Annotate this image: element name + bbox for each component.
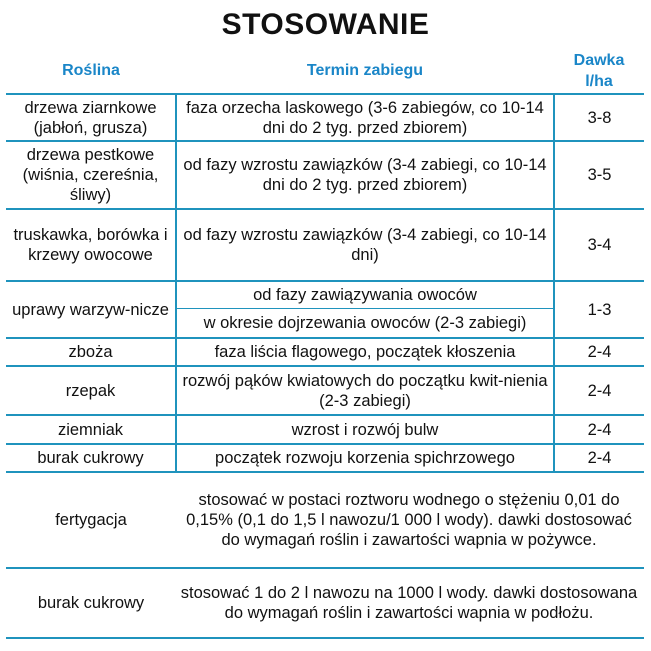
term-cell: faza orzecha laskowego (3-6 zabiegów, co 10-14 dni do 2 tyg. przed zbiorem) (176, 94, 554, 141)
term-cell: rozwój pąków kwiatowych do początku kwit-nienia (2-3 zabiegi) (176, 366, 554, 415)
header-dose-line1: Dawka (573, 51, 625, 69)
term-cell: od fazy wzrostu zawiązków (3-4 zabiegi, co 10-14 dni) (176, 209, 554, 281)
table-row (6, 209, 644, 281)
term-cell-first: od fazy zawiązywania owoców (176, 281, 554, 309)
header-term: Termin zabiegu (176, 48, 554, 94)
table-row (6, 444, 644, 472)
plant-cell: ziemniak (6, 415, 176, 444)
plant-cell: rzepak (6, 366, 176, 415)
table-row (6, 568, 644, 638)
dosage-table (6, 48, 644, 639)
plant-cell: zboża (6, 338, 176, 366)
header-plant: Roślina (6, 48, 176, 94)
term-cell-wide: stosować w postaci roztworu wodnego o stężeniu 0,01 do 0,15% (0,1 do 1,5 l nawozu/1 000 l wody). dawki dostosować do wymagań roślin i zawartości wapnia w pożywce. (176, 472, 644, 568)
header-dose (554, 48, 644, 94)
dose-cell: 2-4 (554, 366, 644, 415)
table-row (6, 338, 644, 366)
plant-cell: drzewa pestkowe (wiśnia, czereśnia, śliwy) (6, 141, 176, 209)
term-cell: początek rozwoju korzenia spichrzowego (176, 444, 554, 472)
plant-cell: drzewa ziarnkowe (jabłoń, grusza) (6, 94, 176, 141)
dose-cell: 2-4 (554, 338, 644, 366)
table-row (6, 281, 644, 309)
dose-cell: 3-4 (554, 209, 644, 281)
plant-cell: burak cukrowy (6, 444, 176, 472)
table-row (6, 94, 644, 141)
table-row (6, 472, 644, 568)
dose-cell: 3-5 (554, 141, 644, 209)
dose-cell: 3-8 (554, 94, 644, 141)
table-row (6, 141, 644, 209)
table-row (6, 366, 644, 415)
term-cell-wide: stosować 1 do 2 l nawozu na 1000 l wody. dawki dostosowana do wymagań roślin i zawartości wapnia w podłożu. (176, 568, 644, 638)
plant-cell: fertygacja (6, 472, 176, 568)
term-cell-second: w okresie dojrzewania owoców (2-3 zabiegi) (176, 309, 554, 338)
term-cell: faza liścia flagowego, początek kłoszenia (176, 338, 554, 366)
dose-cell: 1-3 (554, 281, 644, 338)
table-row (6, 415, 644, 444)
dose-cell: 2-4 (554, 444, 644, 472)
page-title: STOSOWANIE (221, 8, 430, 41)
plant-cell: burak cukrowy (6, 568, 176, 638)
plant-cell: uprawy warzyw-nicze (6, 281, 176, 338)
term-cell: wzrost i rozwój bulw (176, 415, 554, 444)
header-dose-line2: l/ha (585, 72, 613, 90)
table-header-row (6, 48, 644, 94)
term-cell: od fazy wzrostu zawiązków (3-4 zabiegi, co 10-14 dni do 2 tyg. przed zbiorem) (176, 141, 554, 209)
plant-cell: truskawka, borówka i krzewy owocowe (6, 209, 176, 281)
dose-cell: 2-4 (554, 415, 644, 444)
